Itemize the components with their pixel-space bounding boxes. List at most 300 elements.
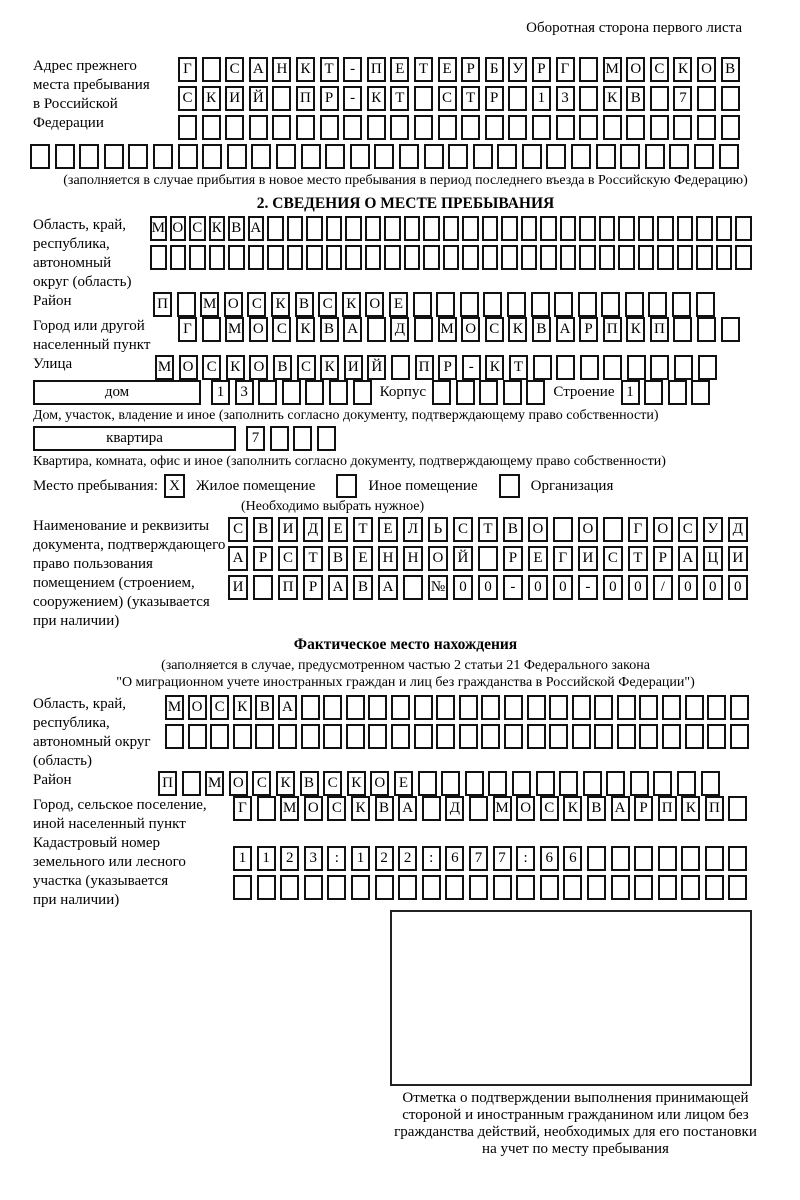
char-box[interactable]: А — [343, 317, 362, 342]
char-box[interactable] — [522, 144, 542, 169]
char-box[interactable] — [422, 796, 441, 821]
char-box[interactable] — [540, 875, 559, 900]
char-box[interactable]: А — [398, 796, 417, 821]
char-box[interactable]: 1 — [621, 380, 640, 405]
char-box[interactable] — [583, 771, 602, 796]
char-box[interactable] — [469, 875, 488, 900]
char-box[interactable] — [553, 517, 573, 542]
char-box[interactable]: В — [587, 796, 606, 821]
char-box[interactable]: П — [296, 86, 315, 111]
char-box[interactable]: К — [347, 771, 366, 796]
char-box[interactable] — [384, 245, 401, 270]
char-box[interactable] — [414, 317, 433, 342]
char-box[interactable] — [634, 846, 653, 871]
char-box[interactable] — [639, 695, 658, 720]
char-box[interactable] — [501, 216, 518, 241]
char-box[interactable]: Б — [485, 57, 504, 82]
char-box[interactable]: С — [252, 771, 271, 796]
char-box[interactable]: Г — [233, 796, 252, 821]
char-box[interactable] — [188, 724, 207, 749]
char-box[interactable]: В — [253, 517, 273, 542]
char-box[interactable]: К — [508, 317, 527, 342]
char-box[interactable]: 0 — [528, 575, 548, 600]
char-box[interactable]: П — [650, 317, 669, 342]
char-box[interactable] — [728, 875, 747, 900]
char-box[interactable] — [526, 380, 545, 405]
char-box[interactable]: Р — [485, 86, 504, 111]
char-box[interactable] — [210, 724, 229, 749]
char-box[interactable] — [707, 724, 726, 749]
char-box[interactable] — [414, 695, 433, 720]
char-box[interactable] — [270, 426, 289, 451]
char-box[interactable]: М — [280, 796, 299, 821]
char-box[interactable] — [443, 245, 460, 270]
char-box[interactable] — [657, 216, 674, 241]
char-box[interactable] — [228, 245, 245, 270]
char-box[interactable] — [488, 771, 507, 796]
char-box[interactable]: 0 — [453, 575, 473, 600]
char-box[interactable] — [650, 355, 669, 380]
char-box[interactable] — [403, 575, 423, 600]
char-box[interactable]: Р — [438, 355, 457, 380]
char-box[interactable]: Т — [628, 546, 648, 571]
char-box[interactable] — [278, 724, 297, 749]
char-box[interactable] — [603, 517, 623, 542]
char-box[interactable]: И — [228, 575, 248, 600]
char-box[interactable]: Р — [653, 546, 673, 571]
char-box[interactable]: С — [225, 57, 244, 82]
char-box[interactable]: К — [681, 796, 700, 821]
char-box[interactable]: С — [453, 517, 473, 542]
char-box[interactable] — [374, 144, 394, 169]
char-box[interactable]: О — [370, 771, 389, 796]
char-box[interactable] — [153, 144, 173, 169]
char-box[interactable]: А — [249, 57, 268, 82]
char-box[interactable] — [353, 380, 372, 405]
char-box[interactable] — [391, 355, 410, 380]
char-box[interactable] — [323, 695, 342, 720]
char-box[interactable]: К — [351, 796, 370, 821]
char-box[interactable]: 0 — [678, 575, 698, 600]
char-box[interactable] — [572, 724, 591, 749]
char-box[interactable] — [508, 86, 527, 111]
char-box[interactable]: Т — [353, 517, 373, 542]
char-box[interactable]: О — [697, 57, 716, 82]
char-box[interactable]: Р — [303, 575, 323, 600]
char-box[interactable] — [424, 144, 444, 169]
char-box[interactable]: Р — [253, 546, 273, 571]
char-box[interactable]: Д — [390, 317, 409, 342]
char-box[interactable]: Р — [320, 86, 339, 111]
char-box[interactable]: М — [155, 355, 174, 380]
char-box[interactable]: Е — [328, 517, 348, 542]
char-box[interactable] — [625, 292, 644, 317]
char-box[interactable] — [209, 245, 226, 270]
char-box[interactable] — [280, 875, 299, 900]
char-box[interactable] — [556, 355, 575, 380]
char-box[interactable] — [508, 115, 527, 140]
char-box[interactable] — [404, 216, 421, 241]
char-box[interactable] — [346, 695, 365, 720]
char-box[interactable] — [367, 317, 386, 342]
char-box[interactable] — [432, 380, 451, 405]
char-box[interactable] — [227, 144, 247, 169]
char-box[interactable]: Р — [461, 57, 480, 82]
char-box[interactable] — [580, 355, 599, 380]
char-box[interactable]: Й — [367, 355, 386, 380]
char-box[interactable]: И — [344, 355, 363, 380]
char-box[interactable]: Г — [628, 517, 648, 542]
char-box[interactable]: О — [170, 216, 187, 241]
char-box[interactable] — [719, 144, 739, 169]
char-box[interactable] — [730, 695, 749, 720]
char-box[interactable]: Е — [378, 517, 398, 542]
char-box[interactable]: У — [703, 517, 723, 542]
char-box[interactable]: К — [626, 317, 645, 342]
char-box[interactable]: И — [278, 517, 298, 542]
char-box[interactable]: К — [209, 216, 226, 241]
checkbox-other-premises[interactable] — [336, 474, 357, 498]
char-box[interactable]: Г — [178, 57, 197, 82]
char-box[interactable]: А — [328, 575, 348, 600]
char-box[interactable]: 2 — [280, 846, 299, 871]
char-box[interactable]: Р — [579, 317, 598, 342]
char-box[interactable]: 3 — [235, 380, 254, 405]
char-box[interactable] — [404, 245, 421, 270]
char-box[interactable] — [579, 245, 596, 270]
char-box[interactable] — [626, 115, 645, 140]
char-box[interactable]: С — [178, 86, 197, 111]
char-box[interactable]: Т — [320, 57, 339, 82]
char-box[interactable]: 3 — [304, 846, 323, 871]
char-box[interactable] — [422, 875, 441, 900]
char-box[interactable]: В — [626, 86, 645, 111]
char-box[interactable]: К — [296, 317, 315, 342]
char-box[interactable] — [398, 875, 417, 900]
char-box[interactable]: / — [653, 575, 673, 600]
char-box[interactable]: С — [438, 86, 457, 111]
char-box[interactable] — [677, 245, 694, 270]
char-box[interactable]: В — [295, 292, 314, 317]
char-box[interactable] — [504, 724, 523, 749]
char-box[interactable] — [462, 216, 479, 241]
char-box[interactable] — [479, 380, 498, 405]
char-box[interactable] — [677, 216, 694, 241]
char-box[interactable] — [527, 724, 546, 749]
char-box[interactable]: С — [678, 517, 698, 542]
char-box[interactable] — [483, 292, 502, 317]
char-box[interactable]: 6 — [540, 846, 559, 871]
char-box[interactable] — [469, 796, 488, 821]
char-box[interactable]: Т — [478, 517, 498, 542]
char-box[interactable]: - — [578, 575, 598, 600]
char-box[interactable] — [320, 115, 339, 140]
char-box[interactable]: М — [493, 796, 512, 821]
char-box[interactable]: Т — [390, 86, 409, 111]
char-box[interactable] — [301, 695, 320, 720]
char-box[interactable] — [512, 771, 531, 796]
char-box[interactable]: 0 — [628, 575, 648, 600]
char-box[interactable] — [368, 695, 387, 720]
char-box[interactable] — [345, 216, 362, 241]
char-box[interactable]: 0 — [478, 575, 498, 600]
char-box[interactable] — [323, 724, 342, 749]
char-box[interactable] — [317, 426, 336, 451]
char-box[interactable] — [685, 724, 704, 749]
char-box[interactable] — [698, 355, 717, 380]
char-box[interactable] — [233, 875, 252, 900]
char-box[interactable]: О — [578, 517, 598, 542]
char-box[interactable] — [325, 144, 345, 169]
char-box[interactable]: О — [304, 796, 323, 821]
char-box[interactable]: 0 — [603, 575, 623, 600]
char-box[interactable] — [527, 695, 546, 720]
char-box[interactable]: Е — [438, 57, 457, 82]
char-box[interactable] — [705, 846, 724, 871]
char-box[interactable]: Т — [414, 57, 433, 82]
char-box[interactable] — [493, 875, 512, 900]
char-box[interactable] — [248, 245, 265, 270]
char-box[interactable] — [225, 115, 244, 140]
char-box[interactable]: Е — [353, 546, 373, 571]
char-box[interactable] — [579, 57, 598, 82]
char-box[interactable]: С — [327, 796, 346, 821]
char-box[interactable] — [485, 115, 504, 140]
char-box[interactable] — [346, 724, 365, 749]
char-box[interactable] — [677, 771, 696, 796]
char-box[interactable] — [572, 695, 591, 720]
char-box[interactable] — [662, 724, 681, 749]
char-box[interactable] — [653, 771, 672, 796]
char-box[interactable]: И — [578, 546, 598, 571]
char-box[interactable] — [436, 724, 455, 749]
char-box[interactable]: О — [249, 355, 268, 380]
char-box[interactable]: П — [415, 355, 434, 380]
char-box[interactable]: К — [233, 695, 252, 720]
char-box[interactable] — [326, 216, 343, 241]
char-box[interactable] — [627, 355, 646, 380]
char-box[interactable] — [674, 355, 693, 380]
char-box[interactable] — [368, 724, 387, 749]
char-box[interactable]: П — [705, 796, 724, 821]
char-box[interactable] — [177, 292, 196, 317]
char-box[interactable]: Т — [461, 86, 480, 111]
char-box[interactable]: А — [611, 796, 630, 821]
char-box[interactable] — [696, 216, 713, 241]
char-box[interactable] — [282, 380, 301, 405]
char-box[interactable]: К — [342, 292, 361, 317]
char-box[interactable]: Ц — [703, 546, 723, 571]
char-box[interactable] — [272, 115, 291, 140]
char-box[interactable] — [478, 546, 498, 571]
char-box[interactable] — [436, 292, 455, 317]
char-box[interactable] — [202, 115, 221, 140]
char-box[interactable]: 1 — [532, 86, 551, 111]
char-box[interactable]: О — [179, 355, 198, 380]
char-box[interactable] — [697, 115, 716, 140]
char-box[interactable]: В — [721, 57, 740, 82]
char-box[interactable]: С — [323, 771, 342, 796]
char-box[interactable] — [170, 245, 187, 270]
char-box[interactable] — [549, 724, 568, 749]
char-box[interactable] — [630, 771, 649, 796]
char-box[interactable] — [438, 115, 457, 140]
char-box[interactable] — [634, 875, 653, 900]
char-box[interactable] — [657, 245, 674, 270]
char-box[interactable] — [375, 875, 394, 900]
char-box[interactable]: В — [300, 771, 319, 796]
char-box[interactable]: Й — [249, 86, 268, 111]
char-box[interactable] — [182, 771, 201, 796]
char-box[interactable]: К — [296, 57, 315, 82]
char-box[interactable] — [460, 292, 479, 317]
char-box[interactable] — [482, 245, 499, 270]
char-box[interactable] — [365, 245, 382, 270]
char-box[interactable]: О — [461, 317, 480, 342]
char-box[interactable] — [391, 695, 410, 720]
char-box[interactable] — [413, 292, 432, 317]
char-box[interactable] — [618, 216, 635, 241]
char-box[interactable]: О — [188, 695, 207, 720]
char-box[interactable]: А — [556, 317, 575, 342]
char-box[interactable] — [414, 724, 433, 749]
char-box[interactable] — [728, 846, 747, 871]
char-box[interactable] — [554, 292, 573, 317]
char-box[interactable] — [287, 216, 304, 241]
char-box[interactable] — [645, 144, 665, 169]
char-box[interactable]: С — [278, 546, 298, 571]
char-box[interactable]: М — [603, 57, 622, 82]
char-box[interactable] — [79, 144, 99, 169]
char-box[interactable] — [673, 115, 692, 140]
char-box[interactable]: И — [225, 86, 244, 111]
char-box[interactable]: К — [276, 771, 295, 796]
char-box[interactable] — [293, 426, 312, 451]
char-box[interactable]: О — [249, 317, 268, 342]
char-box[interactable]: С — [210, 695, 229, 720]
char-box[interactable] — [481, 724, 500, 749]
char-box[interactable] — [673, 317, 692, 342]
char-box[interactable] — [351, 875, 370, 900]
char-box[interactable]: С — [202, 355, 221, 380]
char-box[interactable]: Д — [728, 517, 748, 542]
char-box[interactable] — [696, 245, 713, 270]
char-box[interactable]: - — [343, 57, 362, 82]
char-box[interactable] — [482, 216, 499, 241]
char-box[interactable] — [306, 216, 323, 241]
char-box[interactable]: Е — [389, 292, 408, 317]
char-box[interactable] — [329, 380, 348, 405]
char-box[interactable] — [601, 292, 620, 317]
char-box[interactable] — [658, 875, 677, 900]
char-box[interactable] — [587, 875, 606, 900]
char-box[interactable]: Е — [390, 57, 409, 82]
char-box[interactable] — [556, 115, 575, 140]
char-box[interactable] — [189, 245, 206, 270]
char-box[interactable] — [599, 216, 616, 241]
char-box[interactable]: Е — [394, 771, 413, 796]
char-box[interactable]: О — [516, 796, 535, 821]
char-box[interactable] — [658, 846, 677, 871]
char-box[interactable] — [436, 695, 455, 720]
char-box[interactable] — [603, 355, 622, 380]
char-box[interactable]: В — [228, 216, 245, 241]
char-box[interactable]: У — [508, 57, 527, 82]
char-box[interactable]: П — [278, 575, 298, 600]
char-box[interactable] — [350, 144, 370, 169]
char-box[interactable] — [716, 216, 733, 241]
char-box[interactable]: : — [422, 846, 441, 871]
char-box[interactable]: С — [603, 546, 623, 571]
char-box[interactable]: Н — [403, 546, 423, 571]
char-box[interactable] — [501, 245, 518, 270]
char-box[interactable]: Р — [634, 796, 653, 821]
char-box[interactable]: К — [202, 86, 221, 111]
char-box[interactable]: - — [462, 355, 481, 380]
char-box[interactable]: О — [224, 292, 243, 317]
char-box[interactable] — [721, 317, 740, 342]
char-box[interactable] — [735, 245, 752, 270]
char-box[interactable] — [549, 695, 568, 720]
char-box[interactable] — [694, 144, 714, 169]
char-box[interactable]: М — [225, 317, 244, 342]
char-box[interactable]: : — [516, 846, 535, 871]
char-box[interactable] — [611, 875, 630, 900]
char-box[interactable]: В — [532, 317, 551, 342]
char-box[interactable]: - — [503, 575, 523, 600]
char-box[interactable]: В — [353, 575, 373, 600]
char-box[interactable]: М — [165, 695, 184, 720]
char-box[interactable] — [721, 86, 740, 111]
char-box[interactable] — [445, 875, 464, 900]
char-box[interactable]: Й — [453, 546, 473, 571]
char-box[interactable]: П — [153, 292, 172, 317]
char-box[interactable] — [462, 245, 479, 270]
char-box[interactable] — [639, 724, 658, 749]
char-box[interactable] — [638, 216, 655, 241]
char-box[interactable]: 2 — [398, 846, 417, 871]
char-box[interactable] — [696, 292, 715, 317]
char-box[interactable]: М — [205, 771, 224, 796]
char-box[interactable] — [253, 575, 273, 600]
char-box[interactable]: С — [318, 292, 337, 317]
char-box[interactable] — [30, 144, 50, 169]
char-box[interactable] — [304, 875, 323, 900]
char-box[interactable] — [546, 144, 566, 169]
char-box[interactable] — [650, 86, 669, 111]
char-box[interactable]: : — [327, 846, 346, 871]
char-box[interactable] — [531, 292, 550, 317]
char-box[interactable]: 7 — [469, 846, 488, 871]
char-box[interactable]: М — [200, 292, 219, 317]
char-box[interactable] — [716, 245, 733, 270]
char-box[interactable] — [669, 144, 689, 169]
char-box[interactable] — [730, 724, 749, 749]
char-box[interactable]: Н — [272, 57, 291, 82]
char-box[interactable] — [691, 380, 710, 405]
char-box[interactable] — [504, 695, 523, 720]
char-box[interactable] — [559, 771, 578, 796]
char-box[interactable] — [503, 380, 522, 405]
char-box[interactable]: 0 — [728, 575, 748, 600]
char-box[interactable] — [202, 317, 221, 342]
char-box[interactable]: Д — [445, 796, 464, 821]
char-box[interactable] — [521, 216, 538, 241]
char-box[interactable]: К — [485, 355, 504, 380]
char-box[interactable]: С — [485, 317, 504, 342]
char-box[interactable] — [384, 216, 401, 241]
char-box[interactable] — [681, 846, 700, 871]
